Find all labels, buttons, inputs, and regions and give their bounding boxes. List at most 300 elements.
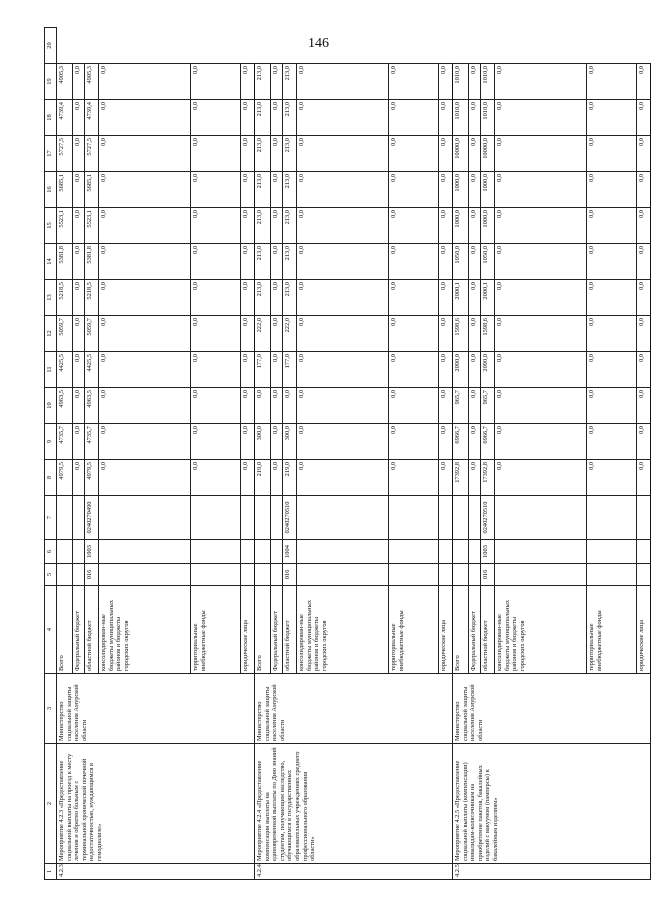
amount-cell: 0,0 [241,64,255,100]
grbs-code: 016 [85,564,99,586]
grbs-code [191,564,241,586]
col-header: 17 [45,136,57,172]
amount-cell: 0,0 [469,352,481,388]
amount-cell: 0,0 [191,316,241,352]
amount-cell: 5218,5 [85,280,99,316]
amount-cell: 0,0 [389,136,439,172]
amount-cell: 0,0 [191,424,241,460]
section-code: 1003 [481,540,495,564]
amount-cell: 0,0 [495,388,587,424]
amount-cell: 0,0 [241,136,255,172]
section-code [469,540,481,564]
amount-cell: 0,0 [495,280,587,316]
amount-cell: 222,0 [255,316,271,352]
amount-cell: 0,0 [439,208,453,244]
amount-cell: 0,0 [297,352,389,388]
amount-cell: 213,0 [283,244,297,280]
amount-cell: 219,0 [283,460,297,496]
amount-cell: 0,0 [73,64,85,100]
amount-cell: 213,0 [283,64,297,100]
amount-cell: 4905,3 [85,64,99,100]
amount-cell: 17392,8 [481,460,495,496]
amount-cell: 300,0 [283,424,297,460]
amount-cell: 5685,1 [85,172,99,208]
amount-cell: 1598,6 [453,316,469,352]
amount-cell: 0,0 [297,388,389,424]
amount-cell: 0,0 [73,136,85,172]
amount-cell: 177,0 [283,352,297,388]
target-article-code [57,496,73,540]
amount-cell: 0,0 [297,280,389,316]
funding-source: юридические лица [439,586,453,674]
section-code: 1004 [283,540,297,564]
amount-cell: 0,0 [241,316,255,352]
amount-cell: 0,0 [495,460,587,496]
funding-source: консолидирован-ные бюджеты муниципальных районов и бюджеты городских округов [99,586,191,674]
activity-executor: Министерство социальной защиты населения Амурской области [255,674,453,744]
section-code [389,540,439,564]
amount-cell: 0,0 [495,172,587,208]
amount-cell: 4425,5 [57,352,73,388]
amount-cell: 0,0 [495,424,587,460]
funding-source: областной бюджет [283,586,297,674]
amount-cell: 0,0 [99,388,191,424]
table-row [255,28,271,880]
grbs-code [453,564,469,586]
amount-cell: 0,0 [469,424,481,460]
amount-cell: 213,0 [255,280,271,316]
funding-source: Федеральный бюджет [469,586,481,674]
amount-cell: 0,0 [637,460,651,496]
amount-cell: 0,0 [271,172,283,208]
amount-cell: 0,0 [439,100,453,136]
amount-cell: 0,0 [271,280,283,316]
amount-cell: 0,0 [99,424,191,460]
grbs-code [439,564,453,586]
section-code [495,540,587,564]
amount-cell: 0,0 [469,100,481,136]
amount-cell: 0,0 [587,460,637,496]
amount-cell: 5381,8 [57,244,73,280]
amount-cell: 5381,8 [85,244,99,280]
amount-cell: 0,0 [389,280,439,316]
amount-cell: 0,0 [297,316,389,352]
activity-number: 4.2.5 [453,864,651,880]
activity-number: 4.2.3. [57,864,255,880]
amount-cell: 0,0 [389,64,439,100]
amount-cell: 2000,1 [453,280,469,316]
amount-cell: 0,0 [587,280,637,316]
funding-source: консолидирован-ные бюджеты муниципальных районов и бюджеты городских округов [297,586,389,674]
amount-cell: 0,0 [73,352,85,388]
amount-cell: 0,0 [389,172,439,208]
amount-cell: 0,0 [271,64,283,100]
amount-cell: 4735,7 [57,424,73,460]
grbs-code [271,564,283,586]
amount-cell: 213,0 [255,208,271,244]
target-article-code [271,496,283,540]
funding-source: территориальные внебюджетные фонды [587,586,637,674]
funding-source: Федеральный бюджет [73,586,85,674]
amount-cell: 4739,4 [57,100,73,136]
col-header: 10 [45,388,57,424]
amount-cell: 0,0 [587,100,637,136]
amount-cell: 213,0 [283,280,297,316]
amount-cell: 0,0 [469,64,481,100]
amount-cell: 5059,7 [85,316,99,352]
amount-cell: 4963,5 [85,388,99,424]
amount-cell: 213,0 [255,136,271,172]
amount-cell: 0,0 [191,352,241,388]
amount-cell: 0,0 [297,424,389,460]
col-header: 1 [45,864,57,880]
grbs-code [469,564,481,586]
amount-cell: 4735,7 [85,424,99,460]
amount-cell: 0,0 [191,100,241,136]
amount-cell: 1010,0 [481,64,495,100]
col-header: 2 [45,744,57,864]
amount-cell: 0,0 [389,208,439,244]
amount-cell: 0,0 [191,244,241,280]
amount-cell: 965,7 [481,388,495,424]
amount-cell: 0,0 [439,424,453,460]
amount-cell: 0,0 [495,136,587,172]
amount-cell: 0,0 [241,388,255,424]
amount-cell: 0,0 [99,172,191,208]
target-article-code [73,496,85,540]
amount-cell: 1000,0 [453,208,469,244]
amount-cell: 0,0 [297,100,389,136]
amount-cell: 0,0 [241,352,255,388]
amount-cell: 0,0 [99,244,191,280]
amount-cell: 5727,5 [85,136,99,172]
amount-cell: 0,0 [271,388,283,424]
amount-cell: 0,0 [495,352,587,388]
amount-cell: 1000,0 [481,172,495,208]
grbs-code [57,564,73,586]
amount-cell: 0,0 [439,280,453,316]
amount-cell: 0,0 [389,316,439,352]
funding-source: юридические лица [241,586,255,674]
amount-cell: 0,0 [587,388,637,424]
amount-cell: 17392,8 [453,460,469,496]
amount-cell: 0,0 [297,460,389,496]
amount-cell: 4963,5 [57,388,73,424]
amount-cell: 1010,0 [453,100,469,136]
grbs-code [495,564,587,586]
amount-cell: 0,0 [191,388,241,424]
amount-cell: 0,0 [241,100,255,136]
amount-cell: 0,0 [99,100,191,136]
amount-cell: 0,0 [99,208,191,244]
amount-cell: 5523,1 [85,208,99,244]
amount-cell: 0,0 [389,424,439,460]
amount-cell: 0,0 [389,460,439,496]
amount-cell: 0,0 [637,244,651,280]
target-article-code [389,496,439,540]
funding-source: Всего [255,586,271,674]
amount-cell: 0,0 [469,316,481,352]
amount-cell: 213,0 [255,64,271,100]
col-header: 15 [45,208,57,244]
amount-cell: 0,0 [469,388,481,424]
amount-cell: 0,0 [99,316,191,352]
activity-executor: Министерство социальной защиты населения Амурской области [453,674,651,744]
amount-cell: 0,0 [297,244,389,280]
col-header: 20 [45,28,57,64]
activity-title: Мероприятие 4.2.5 «Предоставление социальной выплаты (компенсации) инвалидам-колясочникам на приобретение пакетов, бакалейных изделий с вакуумом (памперсы) к бакалейным изделиям» [453,744,651,864]
funding-source: областной бюджет [85,586,99,674]
amount-cell: 0,0 [255,388,271,424]
target-article-code [453,496,469,540]
col-header: 14 [45,244,57,280]
amount-cell: 4905,3 [57,64,73,100]
table-row [57,28,73,880]
col-header: 12 [45,316,57,352]
amount-cell: 0,0 [73,460,85,496]
funding-source: Федеральный бюджет [271,586,283,674]
funding-source: консолидирован-ные бюджеты муниципальных районов и бюджеты городских округов [495,586,587,674]
section-code [57,540,73,564]
amount-cell: 0,0 [495,316,587,352]
amount-cell: 0,0 [73,388,85,424]
amount-cell: 0,0 [637,280,651,316]
funding-source: Всего [57,586,73,674]
amount-cell: 5523,1 [57,208,73,244]
page-number: 146 [308,36,329,51]
col-header: 4 [45,586,57,674]
col-header: 11 [45,352,57,388]
amount-cell: 0,0 [241,208,255,244]
amount-cell: 0,0 [73,100,85,136]
funding-source: территориальные внебюджетные фонды [389,586,439,674]
amount-cell: 0,0 [439,388,453,424]
amount-cell: 0,0 [191,136,241,172]
amount-cell: 0,0 [587,352,637,388]
amount-cell: 0,0 [587,172,637,208]
amount-cell: 0,0 [495,208,587,244]
amount-cell: 2000,1 [481,280,495,316]
amount-cell: 0,0 [297,208,389,244]
section-code [271,540,283,564]
activity-executor: Министерство социальной защиты населения Амурской области [57,674,255,744]
amount-cell: 0,0 [587,64,637,100]
target-article-code [241,496,255,540]
amount-cell: 0,0 [73,280,85,316]
amount-cell: 0,0 [271,244,283,280]
table-row [453,28,469,880]
funding-source: юридические лица [637,586,651,674]
amount-cell: 219,0 [255,460,271,496]
amount-cell: 0,0 [297,64,389,100]
table-body [57,28,651,880]
amount-cell: 5685,1 [57,172,73,208]
amount-cell: 0,0 [637,136,651,172]
amount-cell: 0,0 [439,136,453,172]
amount-cell: 0,0 [439,172,453,208]
grbs-code [297,564,389,586]
amount-cell: 0,0 [241,172,255,208]
section-code [73,540,85,564]
amount-cell: 0,0 [271,208,283,244]
amount-cell: 0,0 [271,424,283,460]
amount-cell: 5727,5 [57,136,73,172]
target-article-code: 0240270490 [85,496,99,540]
amount-cell: 0,0 [99,136,191,172]
amount-cell: 222,0 [283,316,297,352]
amount-cell: 1010,0 [481,100,495,136]
amount-cell: 0,0 [587,244,637,280]
section-code [587,540,637,564]
amount-cell: 0,0 [73,424,85,460]
amount-cell: 0,0 [191,208,241,244]
amount-cell: 213,0 [283,100,297,136]
section-code [191,540,241,564]
target-article-code [439,496,453,540]
target-article-code [495,496,587,540]
amount-cell: 0,0 [439,64,453,100]
budget-table [44,27,651,880]
col-header: 3 [45,674,57,744]
amount-cell: 0,0 [469,136,481,172]
amount-cell: 0,0 [99,460,191,496]
amount-cell: 2090,0 [453,352,469,388]
amount-cell: 0,0 [495,64,587,100]
amount-cell: 0,0 [439,316,453,352]
grbs-code: 016 [283,564,297,586]
col-header: 7 [45,496,57,540]
grbs-code: 016 [481,564,495,586]
amount-cell: 213,0 [255,244,271,280]
amount-cell: 0,0 [271,136,283,172]
target-article-code: 0240270510 [283,496,297,540]
target-article-code [255,496,271,540]
amount-cell: 0,0 [495,100,587,136]
section-code [453,540,469,564]
amount-cell: 0,0 [439,352,453,388]
amount-cell: 0,0 [587,136,637,172]
amount-cell: 213,0 [255,172,271,208]
activity-title: Мероприятие 4.2.3 «Предоставление социальной выплаты на проезд к месту лечения и обратно больным с терминальной хронической почечной недостаточностью, нуждающимся в гемодиализе» [57,744,255,864]
target-article-code [469,496,481,540]
amount-cell: 0,0 [73,316,85,352]
amount-cell: 0,0 [99,64,191,100]
amount-cell: 0,0 [469,280,481,316]
amount-cell: 0,0 [439,244,453,280]
funding-source: областной бюджет [481,586,495,674]
amount-cell: 0,0 [283,388,297,424]
amount-cell: 0,0 [587,424,637,460]
amount-cell: 2090,0 [481,352,495,388]
amount-cell: 0,0 [297,172,389,208]
activity-title: Мероприятие 4.2.4 «Предоставление компенсации выплаты на единовременной выплаты по Дню знаний студентам, получающим наследство, обучающимся в государственных образовательных учреждениях среднего профессионального образования области» [255,744,453,864]
amount-cell: 6966,7 [453,424,469,460]
amount-cell: 1000,0 [481,208,495,244]
col-header: 18 [45,100,57,136]
amount-cell: 0,0 [389,352,439,388]
grbs-code [587,564,637,586]
col-header: 8 [45,460,57,496]
amount-cell: 0,0 [297,136,389,172]
amount-cell: 0,0 [637,352,651,388]
section-code [439,540,453,564]
amount-cell: 0,0 [271,316,283,352]
amount-cell: 0,0 [271,460,283,496]
target-article-code [587,496,637,540]
section-code [99,540,191,564]
amount-cell: 0,0 [191,172,241,208]
amount-cell: 0,0 [637,316,651,352]
amount-cell: 213,0 [283,136,297,172]
section-code: 1003 [85,540,99,564]
amount-cell: 0,0 [469,244,481,280]
amount-cell: 0,0 [73,172,85,208]
amount-cell: 10000,0 [453,136,469,172]
col-header: 9 [45,424,57,460]
column-number-row [45,28,57,880]
grbs-code [73,564,85,586]
col-header: 13 [45,280,57,316]
amount-cell: 213,0 [283,172,297,208]
amount-cell: 0,0 [241,460,255,496]
amount-cell: 0,0 [389,100,439,136]
amount-cell: 0,0 [99,280,191,316]
amount-cell: 0,0 [637,172,651,208]
amount-cell: 0,0 [271,100,283,136]
amount-cell: 10000,0 [481,136,495,172]
target-article-code [637,496,651,540]
grbs-code [99,564,191,586]
amount-cell: 0,0 [389,244,439,280]
amount-cell: 4979,5 [57,460,73,496]
amount-cell: 0,0 [73,208,85,244]
amount-cell: 0,0 [73,244,85,280]
target-article-code [191,496,241,540]
amount-cell: 213,0 [283,208,297,244]
amount-cell: 0,0 [469,460,481,496]
amount-cell: 0,0 [191,64,241,100]
col-header: 16 [45,172,57,208]
amount-cell: 0,0 [587,208,637,244]
target-article-code [99,496,191,540]
amount-cell: 1598,6 [481,316,495,352]
amount-cell: 1010,0 [453,64,469,100]
amount-cell: 0,0 [469,208,481,244]
amount-cell: 5218,5 [57,280,73,316]
grbs-code [389,564,439,586]
amount-cell: 0,0 [241,280,255,316]
amount-cell: 0,0 [389,388,439,424]
grbs-code [255,564,271,586]
amount-cell: 1050,0 [481,244,495,280]
section-code [297,540,389,564]
amount-cell: 0,0 [637,208,651,244]
amount-cell: 0,0 [469,172,481,208]
amount-cell: 0,0 [271,352,283,388]
col-header: 6 [45,540,57,564]
amount-cell: 965,7 [453,388,469,424]
amount-cell: 0,0 [439,460,453,496]
col-header: 19 [45,64,57,100]
target-article-code [297,496,389,540]
section-code [255,540,271,564]
amount-cell: 0,0 [495,244,587,280]
amount-cell: 4979,5 [85,460,99,496]
amount-cell: 0,0 [637,100,651,136]
amount-cell: 0,0 [99,352,191,388]
section-code [637,540,651,564]
amount-cell: 4739,4 [85,100,99,136]
